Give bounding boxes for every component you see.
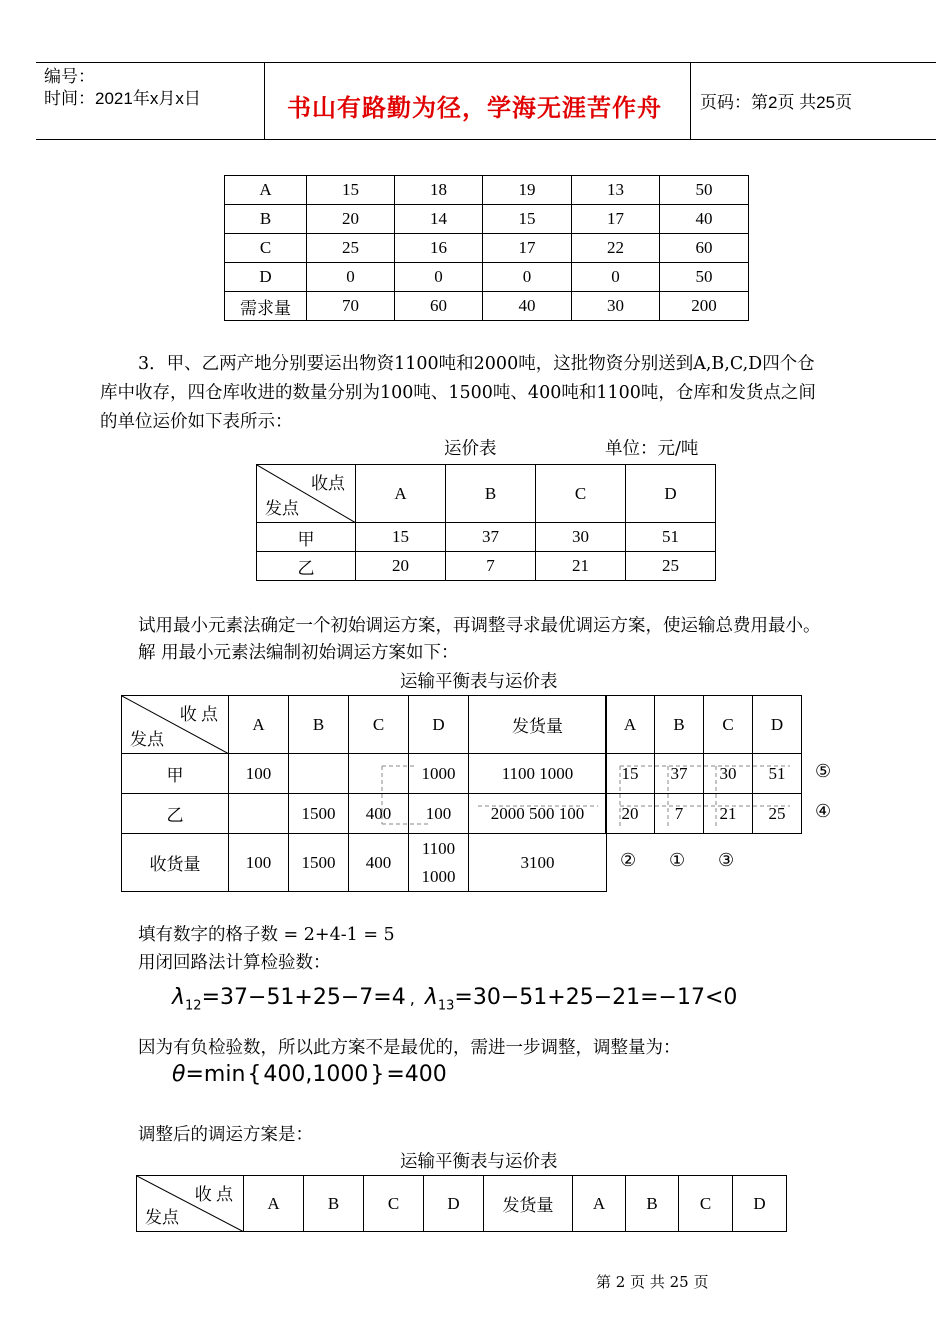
order-mark-3: ③ — [718, 850, 735, 871]
balance-table-1-prices — [605, 695, 802, 834]
time-label: 时间：2021年x月x日 — [44, 89, 201, 108]
page-label: 页码：第2页 共25页 — [700, 93, 853, 112]
table-row: A 15 18 19 13 50 — [225, 176, 749, 205]
theta-symbol: θ — [172, 1062, 186, 1087]
header-top-rule — [36, 62, 936, 63]
header-motto: 书山有路勤为径，学海无涯苦作舟 — [287, 93, 662, 122]
table-row: C 25 16 17 22 60 — [225, 234, 749, 263]
lambda-formula: $\lambda_{12}=37-51+25-7=4$ , $\lambda_{13}=30-51+25-21=-17<0$ — [172, 985, 738, 1014]
corner-cell: 收 点 发点 — [122, 696, 229, 754]
calc-line-4: 调整后的调运方案是： — [138, 1125, 313, 1145]
balance-table-2 — [136, 1175, 787, 1232]
task-line-2: 解 用最小元素法编制初始调运方案如下： — [138, 643, 459, 663]
lambda-symbol: λ — [424, 985, 438, 1010]
table-row: B 20 14 15 17 40 — [225, 205, 749, 234]
balance-table-1-caption: 运输平衡表与运价表 — [400, 672, 558, 692]
serial-label: 编号： — [44, 67, 95, 86]
price-table-unit: 单位：元/吨 — [605, 439, 699, 459]
table-row: D 0 0 0 0 50 — [225, 263, 749, 292]
balance-table-2-caption: 运输平衡表与运价表 — [400, 1152, 558, 1172]
order-mark-2: ① — [669, 850, 686, 871]
balance-table-1 — [121, 695, 607, 892]
corner-cell: 收 点 发点 — [137, 1176, 244, 1232]
problem-line-1: 3．甲、乙两产地分别要运出物资1100吨和2000吨，这批物资分别送到A,B,C,D四个仓 — [138, 354, 815, 374]
table-row: 需求量 70 60 40 30 200 — [225, 292, 749, 321]
calc-line-3: 因为有负检验数，所以此方案不是最优的，需进一步调整，调整量为： — [138, 1038, 681, 1058]
problem-line-3: 的单位运价如下表所示： — [100, 412, 293, 432]
price-table-caption: 运价表 — [444, 439, 497, 459]
page-footer: 第 2 页 共 25 页 — [596, 1273, 709, 1291]
calc-line-1: 填有数字的格子数 = 2+4-1 = 5 — [138, 925, 395, 945]
table-row: 甲 15 37 30 51 — [257, 523, 716, 552]
table-row: 收点 发点 A B C D — [257, 465, 716, 523]
table-row: 乙 1500 400 100 2000 500 100 — [122, 794, 607, 834]
table-row: 15 37 30 51 — [606, 754, 802, 794]
header-bottom-rule — [36, 139, 936, 140]
corner-cell: 收点 发点 — [257, 465, 356, 523]
problem-line-2: 库中收存，四仓库收进的数量分别为100吨、1500吨、400吨和1100吨，仓库和发货点之间 — [100, 383, 816, 403]
calc-line-2: 用闭回路法计算检验数： — [138, 953, 331, 973]
lambda-symbol: λ — [172, 985, 186, 1010]
row-mark-2: ④ — [815, 801, 832, 822]
table-row: 收货量 100 1500 400 1100 1000 3100 — [122, 834, 607, 892]
header-divider-left — [264, 62, 265, 139]
table-row: 收 点 发点 A B C D 发货量 — [122, 696, 607, 754]
cost-table-top — [224, 175, 749, 321]
task-line-1: 试用最小元素法确定一个初始调运方案，再调整寻求最优调运方案，使运输总费用最小。 — [138, 616, 821, 636]
theta-formula: θ=min{400,1000}=400 — [172, 1062, 447, 1087]
table-row: A B C D — [606, 696, 802, 754]
order-mark-1: ② — [620, 850, 637, 871]
price-table — [256, 464, 716, 581]
table-row: 20 7 21 25 — [606, 794, 802, 834]
table-row: 甲 100 1000 1100 1000 — [122, 754, 607, 794]
row-mark-1: ⑤ — [815, 761, 832, 782]
table-row: 乙 20 7 21 25 — [257, 552, 716, 581]
header-divider-right — [690, 62, 691, 139]
table-row: 收 点 发点 A B C D 发货量 A B C D — [137, 1176, 787, 1232]
